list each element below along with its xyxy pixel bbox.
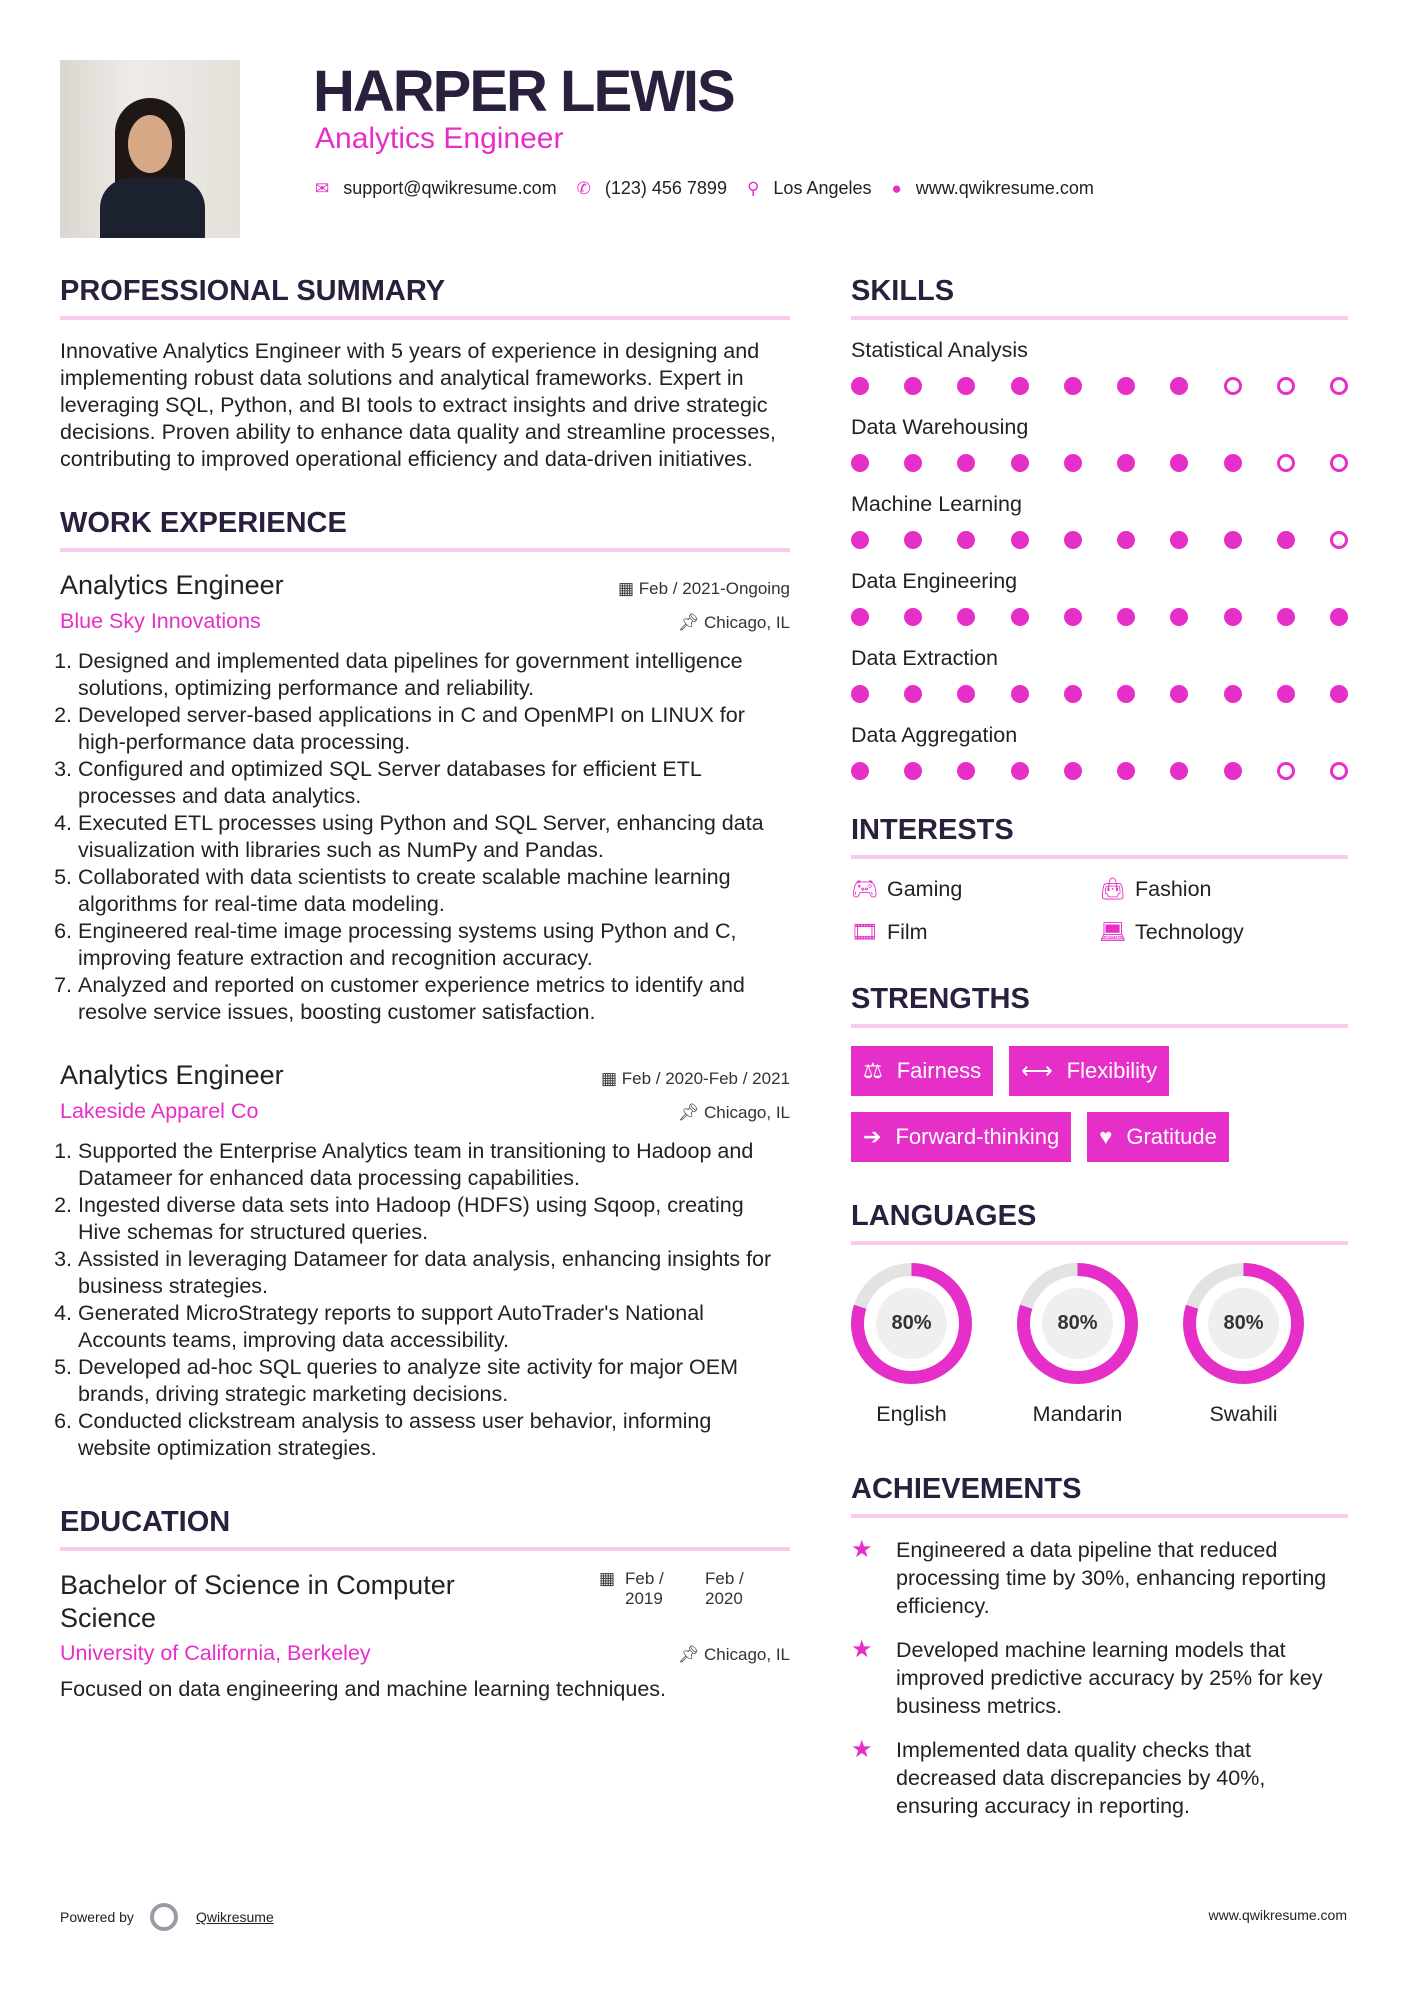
language-percent: 80% [876, 1288, 947, 1359]
filled-dot [1170, 608, 1188, 626]
filled-dot [1011, 377, 1029, 395]
star-icon: ★ [851, 1536, 873, 1563]
brand-link[interactable]: Qwikresume [195, 1909, 274, 1925]
filled-dot [851, 377, 869, 395]
strength-label: Gratitude [1126, 1124, 1217, 1149]
language-name: Swahili [1209, 1402, 1278, 1426]
bullet-item: 5. Collaborated with data scientists to create scalable machine learning algorithms for real-time data modeling. [78, 864, 790, 918]
interest-label: Technology [1135, 920, 1244, 944]
filled-dot [957, 685, 975, 703]
achievement-text: Developed machine learning models that improved predictive accuracy by 25% for key business metrics. [896, 1638, 1323, 1718]
job-location: Chicago, IL [704, 1103, 790, 1122]
empty-dot [1330, 762, 1348, 780]
section-heading: WORK EXPERIENCE [60, 507, 790, 552]
strength-badge [1087, 1112, 1229, 1162]
filled-dot [1277, 685, 1295, 703]
filled-dot [1224, 762, 1242, 780]
calendar-icon: ▦ [617, 579, 635, 598]
filled-dot [1011, 685, 1029, 703]
phone-icon: ✆ [576, 178, 591, 198]
language-name: English [876, 1402, 947, 1426]
empty-dot [1330, 531, 1348, 549]
filled-dot [1224, 454, 1242, 472]
language-item [1017, 1263, 1138, 1427]
job-date: Feb / 2021-Ongoing [638, 579, 790, 598]
filled-dot [957, 531, 975, 549]
job-title: Analytics Engineer [60, 570, 284, 600]
filled-dot [1011, 608, 1029, 626]
company: Lakeside Apparel Co [60, 1099, 259, 1123]
filled-dot [1064, 531, 1082, 549]
strength-label: Flexibility [1066, 1058, 1158, 1083]
film-icon: 🎞︎ [851, 920, 879, 944]
filled-dot [851, 608, 869, 626]
filled-dot [1170, 762, 1188, 780]
contact-bar [315, 178, 1114, 199]
empty-dot [1277, 454, 1295, 472]
language-item [1183, 1263, 1304, 1427]
achievement-text: Implemented data quality checks that decreased data discrepancies by 40%, ensuring accuracy in reporting. [896, 1738, 1266, 1818]
job-title: Analytics Engineer [60, 1060, 284, 1090]
map-marker-icon: ⚲ [746, 178, 760, 198]
laptop-icon: 💻︎ [1099, 920, 1127, 944]
powered-by-label: Powered by [60, 1909, 134, 1925]
star-icon: ★ [851, 1636, 873, 1663]
degree: Bachelor of Science in Computer Science [60, 1570, 455, 1633]
shopping-bag-icon: 👜︎ [1099, 877, 1127, 901]
calendar-icon: ▦ [598, 1569, 615, 1588]
filled-dot [1064, 608, 1082, 626]
achievement-item [851, 1536, 1348, 1620]
job-bullets [60, 1138, 790, 1462]
achievement-item [851, 1736, 1348, 1820]
filled-dot [1117, 608, 1135, 626]
filled-dot [957, 377, 975, 395]
filled-dot [957, 762, 975, 780]
interest-item [1099, 920, 1347, 945]
filled-dot [1117, 377, 1135, 395]
strength-badge [1009, 1046, 1169, 1096]
arrows-h-icon: ⟷ [1021, 1058, 1053, 1083]
skill-rating [851, 531, 1348, 549]
bullet-item: 5. Developed ad-hoc SQL queries to analyze site activity for major OEM brands, driving strategic marketing decisions. [78, 1354, 790, 1408]
bullet-item: 4. Executed ETL processes using Python and SQL Server, enhancing data visualization with libraries such as NumPy and Pandas. [78, 810, 790, 864]
filled-dot [904, 762, 922, 780]
empty-dot [1330, 454, 1348, 472]
empty-dot [1277, 762, 1295, 780]
job-bullets [60, 648, 790, 1026]
filled-dot [1117, 531, 1135, 549]
interest-item [851, 877, 1099, 902]
filled-dot [1064, 762, 1082, 780]
bullet-item: 7. Analyzed and reported on customer experience metrics to identify and resolve service issues, boosting customer satisfaction. [78, 972, 790, 1026]
section-heading: LANGUAGES [851, 1200, 1348, 1245]
qwikresume-logo-icon [150, 1903, 178, 1931]
filled-dot [1170, 454, 1188, 472]
skill-rating [851, 377, 1348, 395]
edu-location: Chicago, IL [704, 1645, 790, 1664]
achievement-item [851, 1636, 1348, 1720]
school: University of California, Berkeley [60, 1641, 371, 1665]
language-percent: 80% [1042, 1288, 1113, 1359]
interest-item [851, 920, 1099, 945]
filled-dot [1170, 377, 1188, 395]
interest-item [1099, 877, 1347, 902]
bullet-item: 3. Configured and optimized SQL Server databases for efficient ETL processes and data analytics. [78, 756, 790, 810]
filled-dot [1277, 531, 1295, 549]
strength-badge [851, 1046, 993, 1096]
education-section [60, 1506, 790, 1703]
filled-dot [904, 377, 922, 395]
filled-dot [1064, 454, 1082, 472]
bullet-item: 4. Generated MicroStrategy reports to support AutoTrader's National Accounts teams, improving data accessibility. [78, 1300, 790, 1354]
filled-dot [1117, 762, 1135, 780]
website[interactable]: www.qwikresume.com [915, 178, 1094, 198]
strengths-section [851, 983, 1348, 1162]
bullet-item: 2. Ingested diverse data sets into Hadoop (HDFS) using Sqoop, creating Hive schemas for structured queries. [78, 1192, 790, 1246]
language-name: Mandarin [1032, 1402, 1123, 1426]
candidate-name: HARPER LEWIS [313, 59, 734, 124]
envelope-icon: ✉ [315, 178, 330, 198]
filled-dot [1330, 685, 1348, 703]
job-date: Feb / 2020-Feb / 2021 [621, 1069, 790, 1088]
language-percent: 80% [1208, 1288, 1279, 1359]
language-item [851, 1263, 972, 1427]
section-heading: SKILLS [851, 275, 1348, 320]
skill-rating [851, 608, 1348, 626]
gamepad-icon: 🎮︎ [851, 877, 879, 901]
job-title: Analytics Engineer [315, 122, 564, 155]
globe-icon: ● [891, 178, 902, 198]
filled-dot [851, 531, 869, 549]
footer-powered [60, 1903, 274, 1931]
filled-dot [851, 454, 869, 472]
pin-icon: 📌︎ [677, 1103, 700, 1122]
skill-rating [851, 454, 1348, 472]
star-icon: ★ [851, 1736, 873, 1763]
strength-badge [851, 1112, 1071, 1162]
skill-name: Statistical Analysis [851, 338, 1028, 362]
summary-text: Innovative Analytics Engineer with 5 years of experience in designing and implementing robust data solutions and analytical frameworks. Expert in leveraging SQL, Python, and BI tools to extract insights and drive strategic decisions. Proven ability to enhance data quality and streamline processes, contributing to improved operational efficiency and data-driven initiatives. [60, 339, 776, 471]
interests-section [851, 814, 1348, 945]
empty-dot [1277, 377, 1295, 395]
bullet-item: 6. Conducted clickstream analysis to assess user behavior, informing website optimization strategies. [78, 1408, 790, 1462]
filled-dot [1011, 454, 1029, 472]
interest-label: Fashion [1135, 877, 1212, 901]
pin-icon: 📌︎ [677, 613, 700, 632]
job-location: Chicago, IL [704, 613, 790, 632]
interest-label: Gaming [887, 877, 963, 901]
profile-photo [60, 60, 240, 238]
filled-dot [1224, 531, 1242, 549]
filled-dot [1170, 685, 1188, 703]
bullet-item: 1. Supported the Enterprise Analytics team in transitioning to Hadoop and Datameer for enhanced data processing capabilities. [78, 1138, 790, 1192]
filled-dot [904, 685, 922, 703]
achievement-text: Engineered a data pipeline that reduced processing time by 30%, enhancing reporting efficiency. [896, 1538, 1327, 1618]
filled-dot [851, 685, 869, 703]
language-progress-ring [851, 1263, 972, 1384]
filled-dot [1011, 762, 1029, 780]
job-entry [60, 1060, 790, 1462]
language-progress-ring [1017, 1263, 1138, 1384]
filled-dot [957, 608, 975, 626]
skill-rating [851, 685, 1348, 703]
achievements-section [851, 1473, 1348, 1820]
filled-dot [904, 608, 922, 626]
location: Los Angeles [773, 178, 872, 198]
languages-section [851, 1200, 1348, 1427]
phone: (123) 456 7899 [604, 178, 727, 198]
heart-icon: ♥ [1099, 1124, 1113, 1149]
edu-start: Feb / 2019 [625, 1569, 664, 1608]
arrow-right-icon: ➔ [863, 1124, 882, 1149]
filled-dot [904, 454, 922, 472]
pin-icon: 📌︎ [677, 1645, 700, 1664]
calendar-icon: ▦ [600, 1069, 618, 1088]
summary-section [60, 275, 790, 473]
skill-rating [851, 762, 1348, 780]
bullet-item: 1. Designed and implemented data pipelines for government intelligence solutions, optimizing performance and reliability. [78, 648, 790, 702]
empty-dot [1330, 377, 1348, 395]
section-heading: STRENGTHS [851, 983, 1348, 1028]
work-section [60, 507, 790, 1462]
skills-section [851, 275, 1348, 780]
balance-scale-icon: ⚖ [863, 1058, 883, 1083]
edu-description: Focused on data engineering and machine learning techniques. [60, 1677, 667, 1701]
skill-name: Data Extraction [851, 646, 998, 670]
edu-end: Feb / 2020 [705, 1569, 744, 1608]
section-heading: EDUCATION [60, 1506, 790, 1551]
bullet-item: 6. Engineered real-time image processing systems using Python and C, improving feature extraction and recognition accuracy. [78, 918, 790, 972]
filled-dot [1224, 608, 1242, 626]
filled-dot [1170, 531, 1188, 549]
interest-label: Film [887, 920, 928, 944]
filled-dot [1330, 608, 1348, 626]
section-heading: INTERESTS [851, 814, 1348, 859]
bullet-item: 3. Assisted in leveraging Datameer for data analysis, enhancing insights for business strategies. [78, 1246, 790, 1300]
job-entry [60, 570, 790, 1026]
filled-dot [957, 454, 975, 472]
empty-dot [1224, 377, 1242, 395]
strength-label: Forward-thinking [895, 1124, 1060, 1149]
skill-name: Data Engineering [851, 569, 1018, 593]
section-heading: PROFESSIONAL SUMMARY [60, 275, 790, 320]
filled-dot [1064, 377, 1082, 395]
strength-label: Fairness [896, 1058, 982, 1083]
company: Blue Sky Innovations [60, 609, 261, 633]
language-progress-ring [1183, 1263, 1304, 1384]
filled-dot [904, 531, 922, 549]
filled-dot [1117, 685, 1135, 703]
skill-name: Data Aggregation [851, 723, 1018, 747]
filled-dot [1224, 685, 1242, 703]
email[interactable]: support@qwikresume.com [343, 178, 557, 198]
filled-dot [1277, 608, 1295, 626]
skill-name: Machine Learning [851, 492, 1022, 516]
filled-dot [851, 762, 869, 780]
bullet-item: 2. Developed server-based applications in C and OpenMPI on LINUX for high-performance data processing. [78, 702, 790, 756]
skill-name: Data Warehousing [851, 415, 1029, 439]
footer-website[interactable]: www.qwikresume.com [1208, 1907, 1347, 1923]
filled-dot [1117, 454, 1135, 472]
section-heading: ACHIEVEMENTS [851, 1473, 1348, 1518]
filled-dot [1011, 531, 1029, 549]
filled-dot [1064, 685, 1082, 703]
